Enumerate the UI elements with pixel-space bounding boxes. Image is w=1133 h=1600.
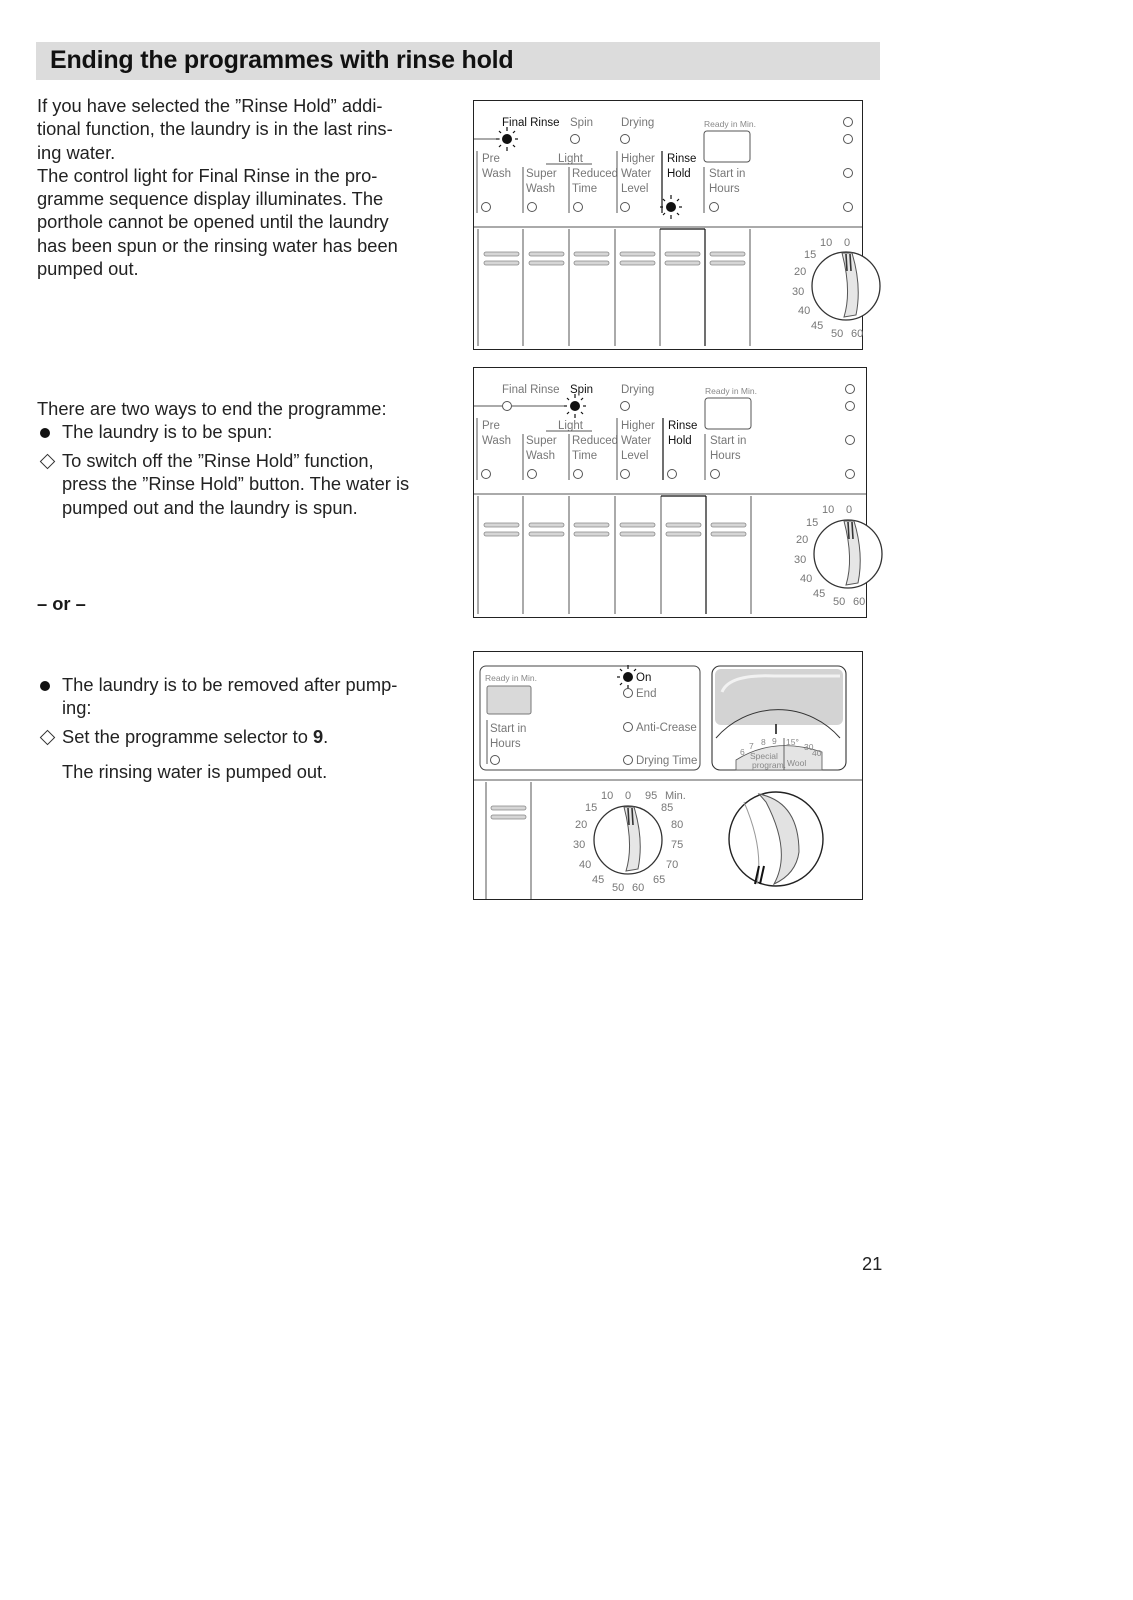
step-suffix: . xyxy=(323,726,329,747)
drying-time-led xyxy=(624,756,633,765)
start-in-label: Start in xyxy=(490,723,527,735)
higher-label: Higher xyxy=(621,420,655,432)
super-label: Super xyxy=(526,168,557,180)
dial-tick: 95 xyxy=(645,790,658,802)
dial-tick: 40 xyxy=(800,573,813,585)
button-bar[interactable] xyxy=(529,532,564,536)
bullet-dot-icon xyxy=(40,420,54,443)
hours-label: Hours xyxy=(490,738,521,750)
drying-led xyxy=(621,402,630,411)
bullet-dot-icon xyxy=(40,673,54,696)
note-item xyxy=(37,760,457,784)
step-prefix: Set the programme selector to xyxy=(62,726,313,747)
diamond-icon xyxy=(40,725,54,748)
bullet-item xyxy=(37,673,457,721)
bullet-text xyxy=(62,673,397,720)
selector-tick: program. xyxy=(752,760,787,770)
text-line: has been spun or the rinsing water has been xyxy=(37,234,398,256)
selector-tick: 30 xyxy=(804,742,814,752)
intro-paragraph xyxy=(37,94,398,280)
page-title: Ending the programmes with rinse hold xyxy=(50,46,514,74)
rinse-label: Rinse xyxy=(667,153,697,165)
dial-tick: 15 xyxy=(806,517,819,529)
button-bar[interactable] xyxy=(574,523,609,527)
water-level-led xyxy=(621,203,630,212)
step-text xyxy=(62,449,409,519)
prewash-led xyxy=(482,203,491,212)
bullet-item xyxy=(37,420,457,444)
drying-label: Drying xyxy=(621,117,655,129)
prewash-led xyxy=(482,470,491,479)
spin-lit-icon xyxy=(564,394,586,418)
text-line: ing: xyxy=(62,697,92,719)
reduced-time-led xyxy=(574,470,583,479)
title-bar xyxy=(36,42,880,80)
button-bar[interactable] xyxy=(711,523,746,527)
reduced-label: Reduced xyxy=(572,168,619,180)
or-separator: – or – xyxy=(37,593,86,614)
dial-tick: 60 xyxy=(853,596,866,608)
button-bar[interactable] xyxy=(484,252,519,256)
text-line: gramme sequence display illuminates. The xyxy=(37,188,384,210)
anti-crease-led xyxy=(624,723,633,732)
time-label: Time xyxy=(572,450,598,462)
button-bar[interactable] xyxy=(665,252,700,256)
dial-tick: 60 xyxy=(632,882,645,894)
rinse-hold-lit-icon xyxy=(660,195,682,219)
programme-selector[interactable] xyxy=(712,666,846,770)
dial-tick: 85 xyxy=(661,802,674,814)
time-display xyxy=(487,686,531,714)
start-in-led xyxy=(710,203,719,212)
start-in-led xyxy=(491,756,500,765)
button-bar[interactable] xyxy=(529,252,564,256)
pre-label: Pre xyxy=(482,420,500,432)
drying-time-label: Drying Time xyxy=(636,755,698,767)
final-rinse-label: Final Rinse xyxy=(502,384,560,396)
selector-tick: Wool xyxy=(787,758,807,768)
water-label: Water xyxy=(621,168,652,180)
dial-tick: 45 xyxy=(811,320,824,332)
dial-tick: 10 xyxy=(601,790,614,802)
final-rinse-led xyxy=(503,402,512,411)
button-bar[interactable] xyxy=(620,532,655,536)
pre-label: Pre xyxy=(482,153,500,165)
dial-tick: 20 xyxy=(794,266,807,278)
button-bar[interactable] xyxy=(484,523,519,527)
step-value: 9 xyxy=(312,726,324,747)
time-display xyxy=(704,131,750,162)
selector-tick: Special xyxy=(750,751,778,761)
dial-tick: 60 xyxy=(851,328,864,340)
ways-heading: There are two ways to end the programme: xyxy=(37,398,387,419)
dial-tick: 40 xyxy=(798,305,811,317)
button-bar[interactable] xyxy=(574,261,609,265)
anti-crease-label: Anti-Crease xyxy=(636,722,697,734)
dial-tick: 70 xyxy=(666,859,679,871)
button-bar[interactable] xyxy=(666,523,701,527)
start-in-led xyxy=(711,470,720,479)
hold-label: Hold xyxy=(667,168,691,180)
indicator-led xyxy=(844,135,853,144)
wash-label: Wash xyxy=(482,168,511,180)
control-panel-spin xyxy=(473,367,867,618)
dial-tick: 30 xyxy=(573,839,586,851)
reduced-label: Reduced xyxy=(572,435,619,447)
selector-tick: 7 xyxy=(749,741,754,751)
time-dial[interactable] xyxy=(573,790,686,894)
button-bar[interactable] xyxy=(484,261,519,265)
water-label: Water xyxy=(621,435,652,447)
water-level-led xyxy=(621,470,630,479)
dial-tick: 10 xyxy=(822,504,835,516)
start-in-label: Start in xyxy=(710,435,747,447)
reduced-time-led xyxy=(574,203,583,212)
bullet-text: The laundry is to be spun: xyxy=(62,421,273,442)
text-line: porthole cannot be opened until the laundry xyxy=(37,211,389,233)
time-dial[interactable] xyxy=(792,237,880,340)
wash-label: Wash xyxy=(526,183,555,195)
end-label: End xyxy=(636,688,657,700)
indicator-led xyxy=(844,169,853,178)
ready-label: Ready in Min. xyxy=(704,119,756,129)
rinse-hold-led xyxy=(668,470,677,479)
spin-label: Spin xyxy=(570,384,594,396)
drying-led xyxy=(621,135,630,144)
wash-label: Wash xyxy=(482,435,511,447)
button-bar[interactable] xyxy=(529,523,564,527)
hours-label: Hours xyxy=(710,450,741,462)
drying-label: Drying xyxy=(621,384,655,396)
dial-tick: 20 xyxy=(796,534,809,546)
text-line: pumped out. xyxy=(37,258,139,280)
light-label: Light xyxy=(558,420,583,432)
button-bar[interactable] xyxy=(665,261,700,265)
indicator-led xyxy=(844,203,853,212)
dial-tick: 15 xyxy=(585,802,598,814)
selector-tick: 9 xyxy=(772,736,777,746)
dial-tick: 40 xyxy=(579,859,592,871)
button-bar[interactable] xyxy=(491,806,526,810)
dial-tick: 50 xyxy=(833,596,846,608)
selector-knob-closeup xyxy=(729,792,823,886)
dial-tick: 15 xyxy=(804,249,817,261)
hold-label: Hold xyxy=(668,435,692,447)
wash-label: Wash xyxy=(526,450,555,462)
text-line: To switch off the ”Rinse Hold” function, xyxy=(62,450,374,471)
page-number: 21 xyxy=(862,1253,883,1274)
option-buttons xyxy=(478,496,751,614)
text-line: The laundry is to be removed after pump- xyxy=(62,674,398,695)
indicator-led xyxy=(846,470,855,479)
superwash-led xyxy=(528,470,537,479)
dial-tick: 30 xyxy=(794,554,807,566)
dial-tick: 75 xyxy=(671,839,684,851)
super-label: Super xyxy=(526,435,557,447)
control-panel-final-rinse xyxy=(473,100,863,350)
diamond-icon xyxy=(40,449,54,472)
dial-tick: 45 xyxy=(592,874,605,886)
dial-tick: 0 xyxy=(846,504,853,516)
dial-tick: 30 xyxy=(792,286,805,298)
button-bar[interactable] xyxy=(666,532,701,536)
end-led xyxy=(624,689,633,698)
time-dial[interactable] xyxy=(794,504,882,608)
selector-tick: 15° xyxy=(786,737,799,747)
final-rinse-label: Final Rinse xyxy=(502,117,560,129)
spin-label: Spin xyxy=(570,117,594,129)
button-bar[interactable] xyxy=(710,261,745,265)
selector-tick: 40 xyxy=(812,748,822,758)
ready-label: Ready in Min. xyxy=(485,673,537,683)
on-label: On xyxy=(636,672,652,684)
button-bar[interactable] xyxy=(574,532,609,536)
button-bar[interactable] xyxy=(710,252,745,256)
text-line: ing water. xyxy=(37,141,116,163)
higher-label: Higher xyxy=(621,153,655,165)
hours-label: Hours xyxy=(709,183,740,195)
text-line: press the ”Rinse Hold” button. The water is xyxy=(62,473,410,495)
dial-tick: 65 xyxy=(653,874,666,886)
text-line: tional function, the laundry is in the last rins- xyxy=(37,118,393,140)
indicator-led xyxy=(846,436,855,445)
ready-label: Ready in Min. xyxy=(705,386,757,396)
spin-led xyxy=(571,135,580,144)
button-bar[interactable] xyxy=(620,523,655,527)
button-bar[interactable] xyxy=(620,252,655,256)
selector-tick: 6 xyxy=(740,747,745,757)
dial-tick: 50 xyxy=(612,882,625,894)
step-item xyxy=(37,725,457,749)
dial-tick: 20 xyxy=(575,819,588,831)
step-item xyxy=(37,449,457,521)
superwash-led xyxy=(528,203,537,212)
note-text: The rinsing water is pumped out. xyxy=(62,761,328,782)
button-bar[interactable] xyxy=(491,815,526,819)
level-label: Level xyxy=(621,450,649,462)
light-label: Light xyxy=(558,153,583,165)
button-bar[interactable] xyxy=(574,252,609,256)
dial-tick: 80 xyxy=(671,819,684,831)
indicator-led xyxy=(844,118,853,127)
control-panel-selector xyxy=(473,651,863,900)
dial-tick: 0 xyxy=(844,237,851,249)
button-bar[interactable] xyxy=(484,532,519,536)
dial-tick: 0 xyxy=(625,790,632,802)
level-label: Level xyxy=(621,183,649,195)
button-bar[interactable] xyxy=(711,532,746,536)
indicator-led xyxy=(846,385,855,394)
dial-tick: Min. xyxy=(665,790,686,802)
dial-tick: 10 xyxy=(820,237,833,249)
text-line: pumped out and the laundry is spun. xyxy=(62,496,358,518)
button-bar[interactable] xyxy=(620,261,655,265)
indicator-led xyxy=(846,402,855,411)
step-text xyxy=(62,725,328,748)
dial-tick: 50 xyxy=(831,328,844,340)
start-in-label: Start in xyxy=(709,168,746,180)
option-buttons xyxy=(478,229,750,346)
time-display xyxy=(705,398,751,429)
time-label: Time xyxy=(572,183,598,195)
rinse-label: Rinse xyxy=(668,420,698,432)
dial-tick: 45 xyxy=(813,588,826,600)
selector-tick: 8 xyxy=(761,737,766,747)
text-line: The control light for Final Rinse in the pro- xyxy=(37,164,378,186)
button-bar[interactable] xyxy=(529,261,564,265)
text-line: If you have selected the ”Rinse Hold” addi- xyxy=(37,95,383,116)
